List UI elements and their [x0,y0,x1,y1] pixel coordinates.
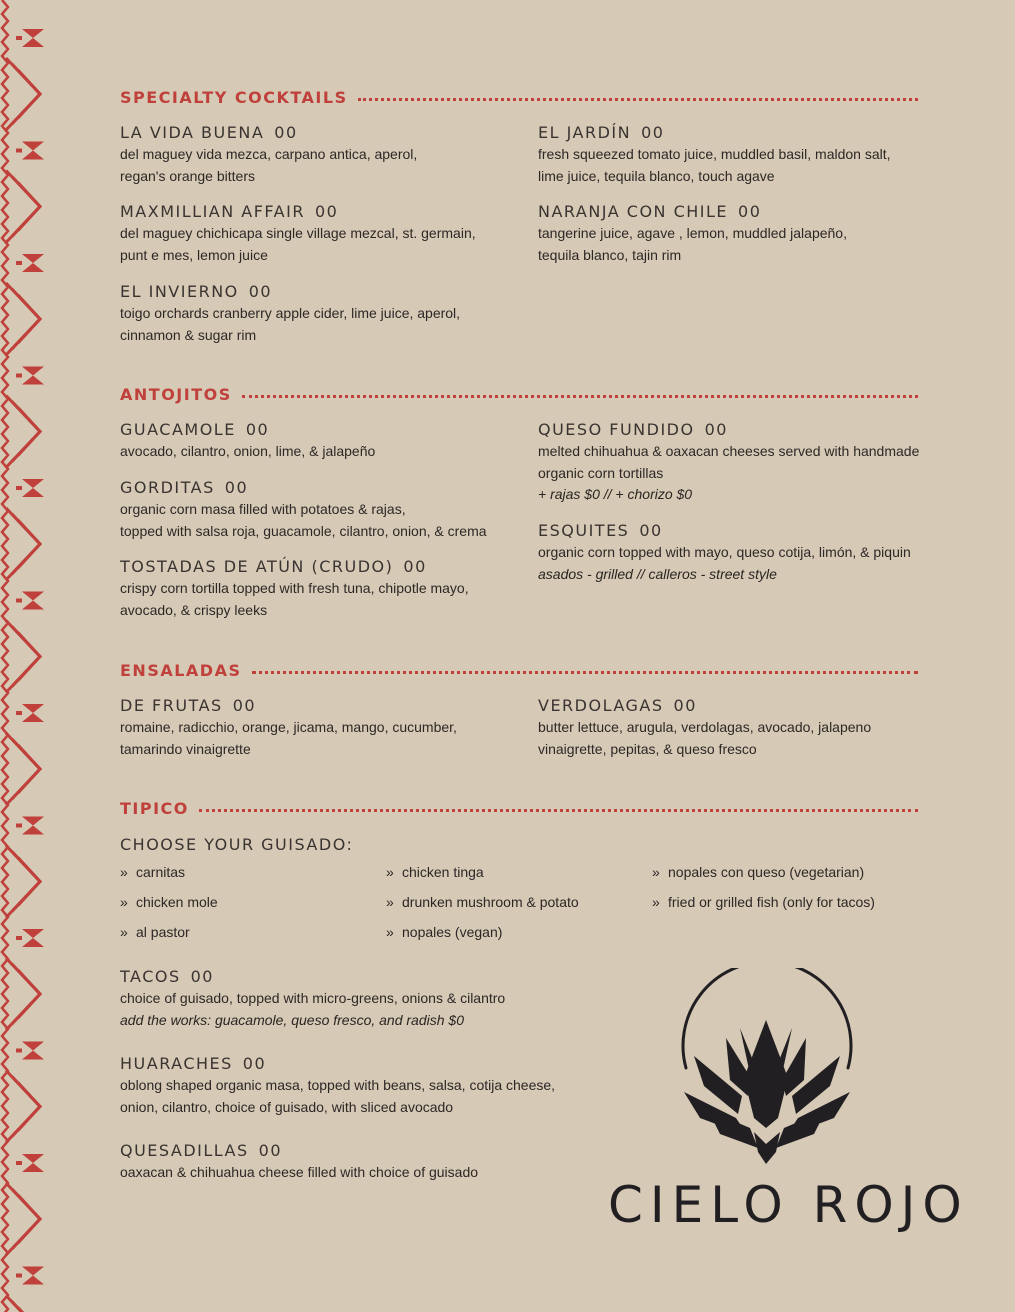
item-price: 00 [704,420,728,439]
item-description: choice of guisado, topped with micro-greens, onions & cilantro [120,990,506,1006]
guisado-heading: CHOOSE YOUR GUISADO: [120,835,354,854]
item-price: 00 [242,1054,267,1073]
item-name: EL INVIERNO [120,282,239,301]
item-name: MAXMILLIAN AFFAIR [120,202,305,221]
item-description: melted chihuahua & oaxacan cheeses served with handmade organic corn tortillas [538,443,920,481]
item-price: 00 [403,557,427,576]
item-note: asados - grilled // calleros - street style [538,565,777,582]
item-price: 00 [641,123,665,142]
item-note: + rajas $0 // + chorizo $0 [538,486,693,502]
item-price: 00 [314,202,339,221]
logo-wordmark: CIELO ROJO [608,1176,969,1234]
item-description: organic corn masa filled with potatoes & rajas, topped with salsa roja, guacamole, cilantro, onion, & crema [120,501,487,539]
section-header-tipico [120,798,918,818]
menu-item [538,123,938,187]
section-header-antojitos [120,384,918,404]
decorative-border [0,0,50,1312]
list-item [120,922,218,952]
bullet-icon: » [120,864,128,880]
list-item [120,892,218,922]
menu-item [538,420,938,506]
menu-item [120,420,520,463]
list-item [652,862,875,892]
item-description: romaine, radicchio, orange, jicama, mango, cucumber, tamarindo vinaigrette [120,719,457,757]
bullet-icon: » [652,894,660,910]
guisado-column [386,862,579,952]
item-description: tangerine juice, agave , lemon, muddled jalapeño, tequila blanco, tajin rim [538,225,847,263]
item-name: TOSTADAS DE ATÚN (CRUDO) [120,557,394,576]
item-price: 00 [245,420,270,439]
item-price: 00 [738,202,762,221]
guisado-column [652,862,875,922]
item-description: fresh squeezed tomato juice, muddled basil, maldon salt, lime juice, tequila blanco, touch agave [538,146,891,184]
section-title: SPECIALTY COCKTAILS [120,87,348,107]
item-name: QUESO FUNDIDO [538,420,695,439]
dotted-rule [199,809,918,812]
item-name: GUACAMOLE [120,420,236,439]
guisado-option: nopales con queso (vegetarian) [668,864,865,880]
dotted-rule [252,671,919,674]
list-item [386,892,579,922]
item-name: LA VIDA BUENA [120,123,265,142]
bullet-icon: » [120,924,128,940]
menu-item [538,696,938,760]
bullet-icon: » [652,864,660,880]
item-name: NARANJA CON CHILE [538,202,729,221]
guisado-option: fried or grilled fish (only for tacos) [668,894,875,910]
item-description: organic corn topped with mayo, queso cotija, limón, & piquin [538,544,911,560]
menu-item [120,967,580,1031]
menu-item [120,1141,580,1184]
dotted-rule [242,395,918,398]
item-price: 00 [258,1141,283,1160]
menu-item [120,696,520,760]
menu-item [120,478,530,542]
menu-item [120,123,520,187]
item-price: 00 [190,967,214,986]
item-description: avocado, cilantro, onion, lime, & jalapeño [120,443,376,459]
guisado-option: carnitas [136,864,186,880]
section-title: TIPICO [120,798,189,818]
list-item [386,922,579,952]
guisado-option: al pastor [136,924,190,940]
guisado-option: chicken mole [136,894,218,910]
item-name: HUARACHES [120,1054,233,1073]
item-name: QUESADILLAS [120,1141,249,1160]
dotted-rule [358,98,918,101]
menu-item [538,521,938,585]
section-header-cocktails [120,87,918,107]
item-name: VERDOLAGAS [538,696,664,715]
bullet-icon: » [386,894,394,910]
bullet-icon: » [386,864,394,880]
item-name: ESQUITES [538,521,630,540]
item-price: 00 [232,696,257,715]
menu-item [538,202,938,266]
item-description: crispy corn tortilla topped with fresh tuna, chipotle mayo, avocado, & crispy leeks [120,580,469,618]
item-description: del maguey vida mezca, carpano antica, aperol, regan's orange bitters [120,146,418,184]
item-price: 00 [274,123,298,142]
guisado-option: chicken tinga [402,864,484,880]
menu-item [120,557,520,621]
list-item [652,892,875,922]
item-name: DE FRUTAS [120,696,223,715]
item-price: 00 [639,521,663,540]
item-price: 00 [673,696,697,715]
item-name: GORDITAS [120,478,215,497]
guisado-option: nopales (vegan) [402,924,503,940]
guisado-column [120,862,218,952]
section-title: ENSALADAS [120,660,242,680]
item-description: butter lettuce, arugula, verdolagas, avocado, jalapeno vinaigrette, pepitas, & queso fresco [538,719,872,757]
item-description: del maguey chichicapa single village mezcal, st. germain, punt e mes, lemon juice [120,225,476,263]
list-item [120,862,218,892]
bullet-icon: » [120,894,128,910]
list-item [386,862,579,892]
section-title: ANTOJITOS [120,384,232,404]
item-description: toigo orchards cranberry apple cider, lime juice, aperol, cinnamon & sugar rim [120,305,461,343]
item-name: TACOS [120,967,181,986]
menu-item [120,202,540,266]
section-header-ensaladas [120,660,918,680]
item-price: 00 [248,282,273,301]
item-description: oblong shaped organic masa, topped with beans, salsa, cotija cheese, onion, cilantro, choice of guisado, with sliced avocado [120,1077,556,1115]
guisado-option: drunken mushroom & potato [402,894,579,910]
item-note: add the works: guacamole, queso fresco, and radish $0 [120,1011,464,1028]
item-description: oaxacan & chihuahua cheese filled with choice of guisado [120,1164,479,1180]
menu-item [120,282,520,346]
bullet-icon: » [386,924,394,940]
item-price: 00 [224,478,249,497]
menu-item [120,1054,580,1118]
item-name: EL JARDÍN [538,123,632,142]
